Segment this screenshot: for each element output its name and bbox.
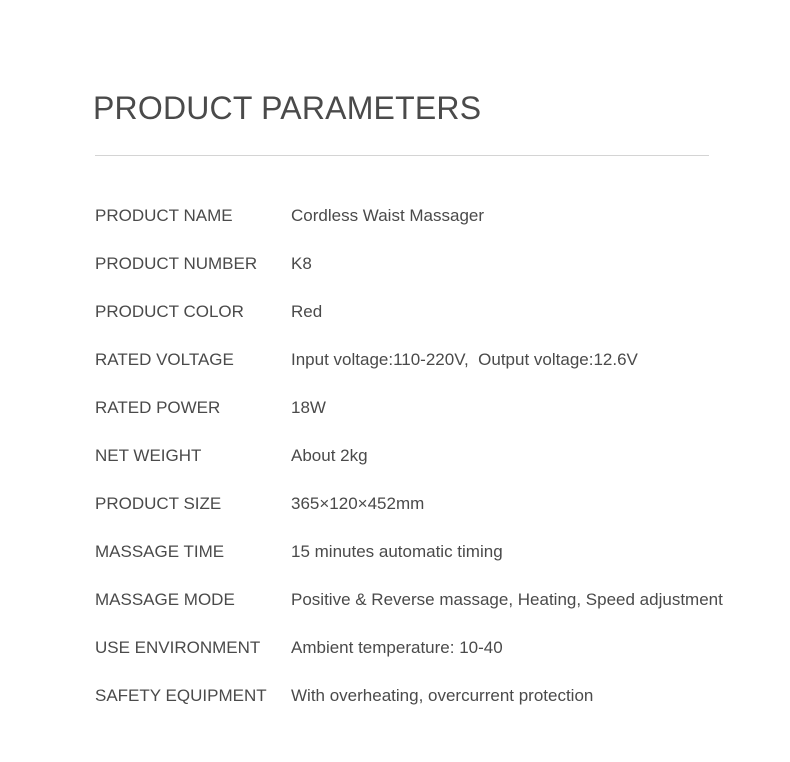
parameter-row-rated-voltage bbox=[95, 336, 775, 384]
parameter-row-massage-mode bbox=[95, 576, 775, 624]
parameter-label: PRODUCT NUMBER bbox=[95, 254, 258, 273]
parameter-row-net-weight bbox=[95, 432, 775, 480]
parameter-label: PRODUCT SIZE bbox=[95, 494, 222, 513]
parameter-label: PRODUCT COLOR bbox=[95, 302, 244, 321]
parameter-value: About 2kg bbox=[291, 446, 368, 465]
parameter-row-product-size bbox=[95, 480, 775, 528]
parameter-row-use-environment bbox=[95, 624, 775, 672]
parameter-label: NET WEIGHT bbox=[95, 446, 202, 465]
parameter-label: RATED POWER bbox=[95, 398, 221, 417]
title-divider bbox=[95, 155, 709, 156]
parameter-label: MASSAGE MODE bbox=[95, 590, 235, 609]
parameter-value: Positive & Reverse massage, Heating, Speed adjustment bbox=[291, 590, 723, 609]
parameter-label: MASSAGE TIME bbox=[95, 542, 225, 561]
parameter-value: Ambient temperature: 10-40 bbox=[291, 638, 503, 657]
parameter-value: 365×120×452mm bbox=[291, 494, 425, 513]
parameter-label: SAFETY EQUIPMENT bbox=[95, 686, 267, 705]
parameter-value: Cordless Waist Massager bbox=[291, 206, 485, 225]
parameter-value: Red bbox=[291, 302, 323, 321]
parameter-row-rated-power bbox=[95, 384, 775, 432]
parameter-row-product-color bbox=[95, 288, 775, 336]
parameter-label: USE ENVIRONMENT bbox=[95, 638, 261, 657]
parameter-row-massage-time bbox=[95, 528, 775, 576]
parameter-value: K8 bbox=[291, 254, 312, 273]
parameter-value: 18W bbox=[291, 398, 326, 417]
parameter-label: RATED VOLTAGE bbox=[95, 350, 234, 369]
parameter-row-safety-equipment bbox=[95, 672, 775, 720]
page-title: PRODUCT PARAMETERS bbox=[93, 90, 482, 126]
parameters-list bbox=[95, 192, 775, 720]
parameter-row-product-number bbox=[95, 240, 775, 288]
parameter-value: 15 minutes automatic timing bbox=[291, 542, 503, 561]
parameter-value: Input voltage:110-220V, Output voltage:12.6V bbox=[291, 350, 638, 369]
parameter-label: PRODUCT NAME bbox=[95, 206, 233, 225]
parameter-row-product-name bbox=[95, 192, 775, 240]
parameter-value: With overheating, overcurrent protection bbox=[291, 686, 594, 705]
